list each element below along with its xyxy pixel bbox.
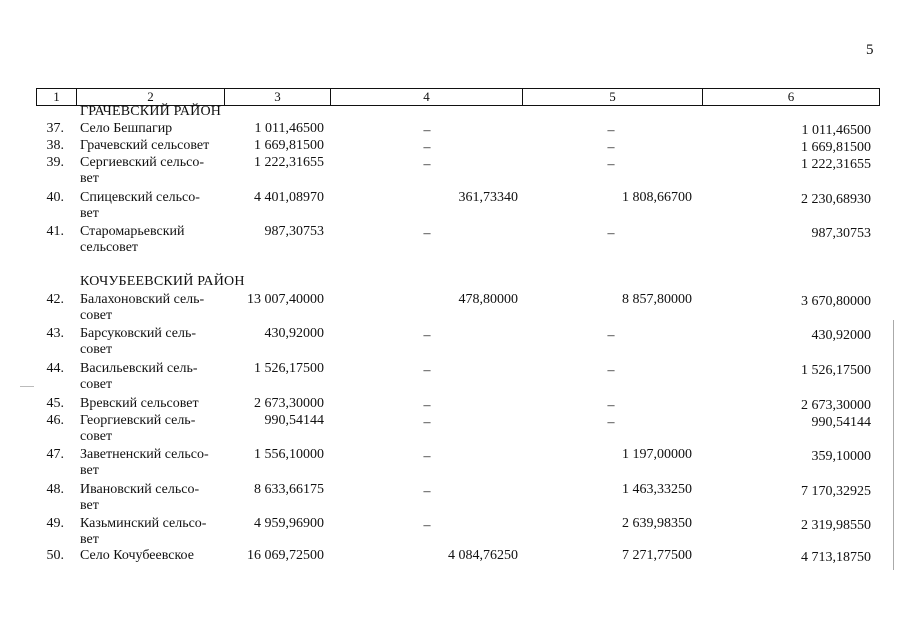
header-col-3: 3 [225,89,331,105]
row-col-3: 1 669,81500 [254,138,324,153]
page-number: 5 [866,42,874,58]
row-col-6: 1 669,81500 [801,140,871,155]
header-col-1: 1 [37,89,77,105]
region-title: КОЧУБЕЕВСКИЙ РАЙОН [80,274,245,289]
row-name [80,413,220,445]
row-name [80,326,220,358]
row-name [80,190,220,222]
row-name-line: Вревский сельсовет [80,396,199,411]
row-col-4: – [423,398,431,413]
row-name [80,361,220,393]
row-col-4: – [423,157,431,172]
row-col-5: – [607,157,615,172]
row-col-5: 1 463,33250 [622,482,692,497]
row-col-6: 2 230,68930 [801,192,871,207]
row-col-6: 359,10000 [811,449,871,464]
row-col-5: 7 271,77500 [622,548,692,563]
row-col-5: 2 639,98350 [622,516,692,531]
row-col-5: – [607,226,615,241]
row-col-5: 8 857,80000 [622,292,692,307]
header-col-6: 6 [787,89,795,104]
row-name [80,447,220,479]
row-col-6: 2 319,98550 [801,518,871,533]
row-number: 45. [46,396,64,411]
row-col-4: – [423,449,431,464]
row-name-continuation: совет [80,342,113,357]
row-name-line: Барсуковский сель- [80,326,197,341]
row-col-3: 16 069,72500 [247,548,324,563]
row-col-5: – [607,398,615,413]
row-col-3: 1 011,46500 [254,121,324,136]
row-col-4: – [423,226,431,241]
row-number: 39. [46,155,64,170]
row-col-6: 7 170,32925 [801,484,871,499]
row-name [80,121,220,137]
row-col-4: – [423,363,431,378]
row-name-line: Балахоновский сель- [80,292,205,307]
row-number: 50. [46,548,64,563]
header-col-4: 4 [331,89,523,105]
row-number: 38. [46,138,64,153]
row-name [80,224,220,256]
row-name-line: Заветненский сельсо- [80,447,209,462]
row-name-line: Село Бешпагир [80,121,173,136]
row-name-line: Казьминский сельсо- [80,516,207,531]
row-col-4: 478,80000 [458,292,518,307]
row-number: 49. [46,516,64,531]
row-name-line: Спицевский сельсо- [80,190,200,205]
row-col-5: 1 808,66700 [622,190,692,205]
row-col-3: 4 401,08970 [254,190,324,205]
row-col-4: – [423,328,431,343]
row-col-4: – [423,415,431,430]
row-col-4: – [423,140,431,155]
row-col-6: 990,54144 [811,415,871,430]
row-number: 41. [46,224,64,239]
row-number: 44. [46,361,64,376]
row-col-5: – [607,123,615,138]
row-col-6: 430,92000 [811,328,871,343]
row-number: 40. [46,190,64,205]
row-name-continuation: вет [80,206,99,221]
row-col-3: 4 959,96900 [254,516,324,531]
row-name-continuation: вет [80,498,99,513]
row-col-3: 2 673,30000 [254,396,324,411]
row-col-4: 4 084,76250 [448,548,518,563]
row-col-3: 8 633,66175 [254,482,324,497]
row-col-6: 4 713,18750 [801,550,871,565]
scan-mark [20,386,34,387]
row-name-line: Ивановский сельсо- [80,482,200,497]
row-name-line: Село Кочубеевское [80,548,194,563]
row-name [80,292,220,324]
row-name [80,155,220,187]
row-col-5: – [607,140,615,155]
row-col-3: 1 556,10000 [254,447,324,462]
row-number: 46. [46,413,64,428]
row-name-line: Сергиевский сельсо- [80,155,205,170]
header-col-5: 5 [523,89,703,105]
row-number: 37. [46,121,64,136]
row-number: 48. [46,482,64,497]
row-name-line: Георгиевский сель- [80,413,196,428]
row-col-6: 3 670,80000 [801,294,871,309]
row-name-continuation: вет [80,532,99,547]
row-col-3: 990,54144 [264,413,324,428]
row-name [80,548,220,564]
row-name-continuation: совет [80,377,113,392]
row-col-3: 987,30753 [264,224,324,239]
row-col-3: 1 526,17500 [254,361,324,376]
row-name-continuation: совет [80,308,113,323]
row-col-3: 13 007,40000 [247,292,324,307]
row-col-3: 1 222,31655 [254,155,324,170]
row-col-4: 361,73340 [458,190,518,205]
row-name [80,516,220,548]
row-col-4: – [423,123,431,138]
row-col-3: 430,92000 [264,326,324,341]
row-col-5: – [607,363,615,378]
row-col-5: – [607,415,615,430]
row-col-6: 1 011,46500 [801,123,871,138]
row-name-line: Васильевский сель- [80,361,198,376]
row-name-continuation: сельсовет [80,240,139,255]
row-col-6: 1 526,17500 [801,363,871,378]
row-col-6: 987,30753 [811,226,871,241]
row-number: 47. [46,447,64,462]
row-col-4: – [423,484,431,499]
row-number: 43. [46,326,64,341]
row-col-6: 1 222,31655 [801,157,871,172]
row-col-5: – [607,328,615,343]
region-title: ГРАЧЕВСКИЙ РАЙОН [80,104,222,119]
row-name-line: Грачевский сельсовет [80,138,210,153]
row-name [80,482,220,514]
row-col-5: 1 197,00000 [622,447,692,462]
row-name-continuation: совет [80,429,113,444]
row-name [80,396,220,412]
row-col-4: – [423,518,431,533]
row-col-6: 2 673,30000 [801,398,871,413]
row-name [80,138,220,154]
row-name-continuation: вет [80,463,99,478]
row-name-line: Старомарьевский [80,224,185,239]
header-col-2: 2 [77,89,225,105]
row-name-continuation: вет [80,171,99,186]
scan-edge [893,320,894,570]
row-number: 42. [46,292,64,307]
